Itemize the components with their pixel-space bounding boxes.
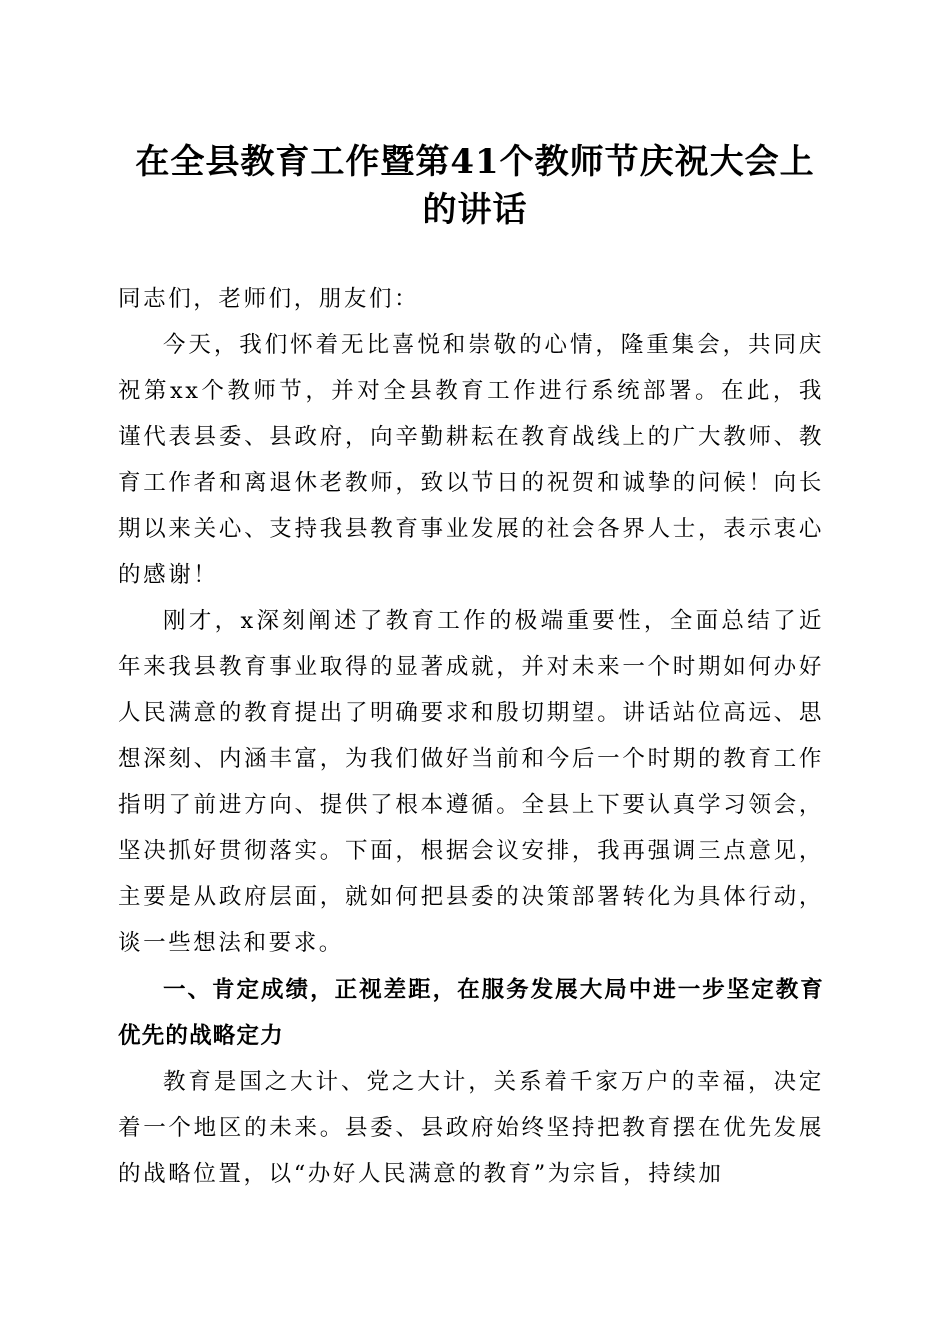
- title-line-1: 在全县教育工作暨第41个教师节庆祝大会上: [135, 142, 815, 182]
- section-1-paragraph: 教育是国之大计、党之大计，关系着千家万户的幸福，决定着一个地区的未来。县委、县政府始终坚持把教育摆在优先发展的战略位置，以“办好人民满意的教育”为宗旨，持续加: [118, 1069, 824, 1187]
- paragraph-opening: 今天，我们怀着无比喜悦和崇敬的心情，隆重集会，共同庆祝第xx个教师节，并对全县教育工作进行系统部署。在此，我谨代表县委、县政府，向辛勤耕耘在教育战线上的广大教师、教育工作者和离退休老教师，致以节日的祝贺和诚挚的问候！向长期以来关心、支持我县教育事业发展的社会各界人士，表示衷心的感谢！: [118, 332, 824, 588]
- section-heading-1: 一、肯定成绩，正视差距，在服务发展大局中进一步坚定教育优先的战略定力: [118, 977, 824, 1049]
- document-body: [118, 276, 824, 1197]
- paragraph-context: 刚才，x深刻阐述了教育工作的极端重要性，全面总结了近年来我县教育事业取得的显著成就，并对未来一个时期如何办好人民满意的教育提出了明确要求和殷切期望。讲话站位高远、思想深刻、内涵丰富，为我们做好当前和今后一个时期的教育工作指明了前进方向、提供了根本遵循。全县上下要认真学习领会，坚决抓好贯彻落实。下面，根据会议安排，我再强调三点意见，主要是从政府层面，就如何把县委的决策部署转化为具体行动，谈一些想法和要求。: [118, 608, 824, 956]
- document-title: [100, 138, 850, 234]
- title-line-2: 的讲话: [422, 190, 528, 230]
- salutation: 同志们，老师们，朋友们：: [118, 286, 420, 312]
